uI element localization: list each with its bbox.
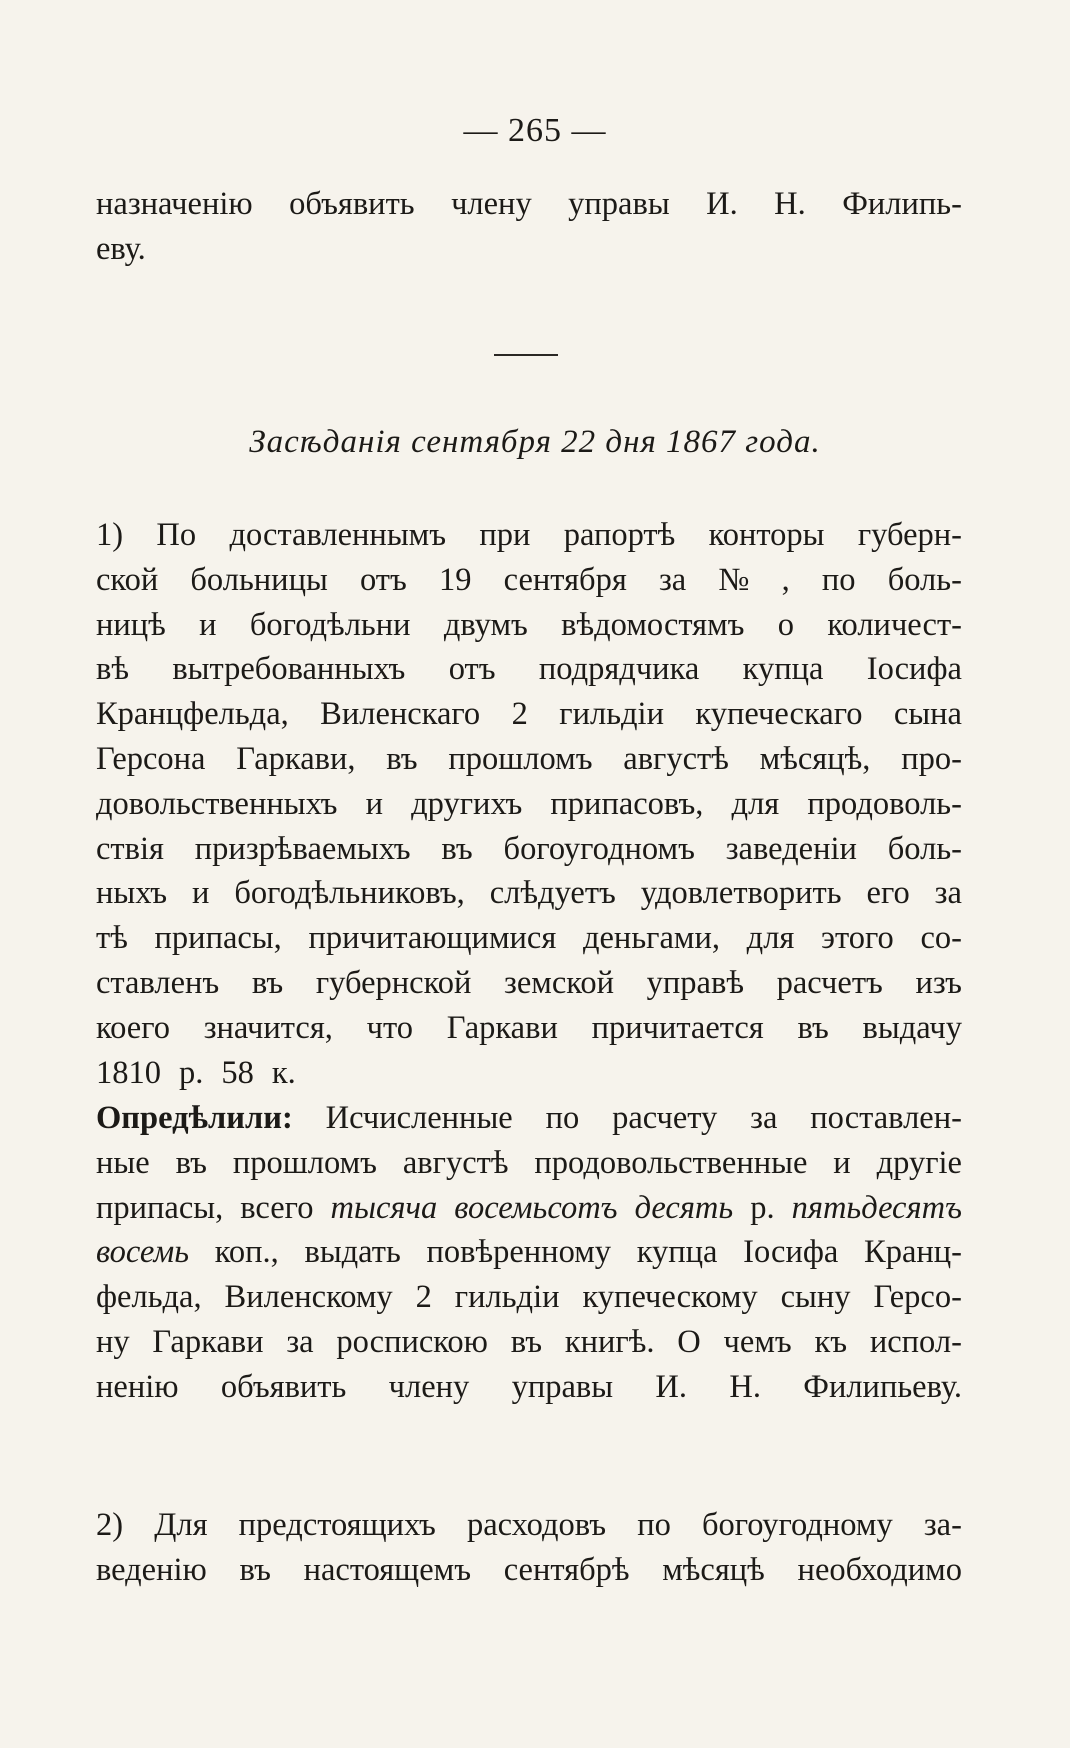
word: И. bbox=[655, 1368, 688, 1405]
word: припасы, bbox=[154, 920, 282, 957]
word: про- bbox=[901, 740, 962, 777]
word: довольственныхъ bbox=[96, 785, 338, 822]
word: ставленъ bbox=[96, 964, 220, 1001]
word: , bbox=[781, 561, 790, 598]
word: Гаркави bbox=[152, 1323, 264, 1360]
word: веденію bbox=[96, 1551, 207, 1588]
item2-line bbox=[96, 1548, 962, 1593]
word: больницы bbox=[190, 561, 328, 598]
word: боль- bbox=[887, 561, 962, 598]
word: земской bbox=[503, 964, 615, 1001]
word: при bbox=[479, 517, 531, 553]
item1-line bbox=[96, 1051, 962, 1096]
item1-line bbox=[96, 916, 962, 961]
word: р. bbox=[750, 1189, 775, 1226]
item1-line bbox=[96, 603, 962, 648]
word: мѣсяцѣ, bbox=[759, 740, 871, 777]
word: Для bbox=[154, 1507, 208, 1543]
word: Исчисленные bbox=[325, 1100, 513, 1136]
page-number: — 265 — bbox=[463, 112, 607, 149]
word: заведеніи bbox=[725, 830, 857, 867]
word: Виленскаго bbox=[320, 696, 481, 733]
word: сентябрѣ bbox=[503, 1551, 630, 1588]
word: роспискою bbox=[336, 1323, 488, 1360]
word: гильдіи bbox=[559, 696, 664, 733]
word: к. bbox=[271, 1054, 296, 1091]
word: поставлен- bbox=[810, 1100, 962, 1136]
word: ну bbox=[96, 1323, 130, 1360]
decision-line bbox=[96, 1141, 962, 1186]
word: фельда, bbox=[96, 1279, 202, 1316]
word: 58 bbox=[221, 1054, 254, 1091]
word: 1810 bbox=[96, 1054, 161, 1091]
decision-paragraph bbox=[96, 1096, 962, 1410]
word: назначенію bbox=[96, 186, 253, 222]
word: Герсо- bbox=[873, 1279, 962, 1316]
word: рапортѣ bbox=[563, 517, 676, 553]
word: Кранц- bbox=[864, 1234, 962, 1271]
word: И. bbox=[706, 186, 738, 222]
word: за bbox=[934, 875, 962, 912]
word: призрѣваемыхъ bbox=[194, 830, 411, 867]
word: Филипьеву. bbox=[803, 1368, 962, 1405]
item-1-paragraph bbox=[96, 513, 962, 1095]
item2-line bbox=[96, 1503, 962, 1548]
word: его bbox=[866, 875, 910, 912]
word: ные bbox=[96, 1144, 150, 1181]
word: сыну bbox=[780, 1279, 851, 1316]
word: вѣ bbox=[96, 651, 129, 688]
section-divider bbox=[494, 354, 558, 356]
word: ствія bbox=[96, 830, 164, 867]
word: выдать bbox=[304, 1234, 401, 1271]
word: настоящемъ bbox=[303, 1551, 471, 1588]
word: повѣренному bbox=[426, 1234, 612, 1271]
word: Іосифа bbox=[743, 1234, 839, 1271]
word: въ bbox=[797, 1009, 829, 1046]
word: Виленскому bbox=[224, 1279, 393, 1316]
decision-line bbox=[96, 1186, 962, 1231]
word: и bbox=[833, 1144, 851, 1181]
word: 2 bbox=[511, 696, 528, 733]
item1-line bbox=[96, 1006, 962, 1051]
word: Н. bbox=[774, 186, 806, 222]
word: припасовъ, bbox=[550, 785, 704, 822]
word: богодѣльни bbox=[249, 606, 411, 643]
word: ныхъ bbox=[96, 875, 168, 912]
word: по bbox=[545, 1100, 580, 1136]
word: необходимо bbox=[797, 1551, 962, 1588]
word: управы bbox=[568, 186, 670, 222]
word: за- bbox=[923, 1507, 962, 1543]
word: купеческому bbox=[582, 1279, 758, 1316]
word: по bbox=[637, 1507, 671, 1543]
word: боль- bbox=[887, 830, 962, 867]
word: другихъ bbox=[411, 785, 523, 822]
word: въ bbox=[175, 1144, 207, 1181]
session-heading: Засѣданія сентября 22 дня 1867 года. bbox=[249, 424, 821, 460]
intro-paragraph bbox=[96, 182, 962, 272]
word: слѣдуетъ bbox=[489, 875, 616, 912]
word: отъ bbox=[359, 561, 407, 598]
word: 2 bbox=[415, 1279, 432, 1316]
word: купеческаго bbox=[695, 696, 863, 733]
word: р. bbox=[179, 1054, 204, 1091]
word: Іосифа bbox=[866, 651, 962, 688]
word: вытребованныхъ bbox=[172, 651, 406, 688]
word: количест- bbox=[827, 606, 962, 643]
word: десять bbox=[634, 1189, 734, 1226]
word: отъ bbox=[448, 651, 496, 688]
word: губерн- bbox=[857, 517, 962, 553]
word: богоугодному bbox=[701, 1507, 893, 1543]
word: расходовъ bbox=[466, 1507, 607, 1543]
word: члену bbox=[451, 186, 532, 222]
word: расчетъ bbox=[776, 964, 883, 1001]
intro-line bbox=[96, 182, 962, 227]
word: предстоящихъ bbox=[238, 1507, 436, 1543]
word: купца bbox=[636, 1234, 718, 1271]
word: въ bbox=[510, 1323, 543, 1360]
word: богоугодномъ bbox=[503, 830, 695, 867]
item1-line bbox=[96, 782, 962, 827]
item1-line bbox=[96, 737, 962, 782]
word: восемьсотъ bbox=[454, 1189, 618, 1226]
decision-line bbox=[96, 1230, 962, 1275]
word: ницѣ bbox=[96, 606, 166, 643]
word: Гаркави, bbox=[236, 740, 356, 777]
word: коп., bbox=[214, 1234, 279, 1271]
word: богодѣльниковъ, bbox=[234, 875, 465, 912]
word: о bbox=[777, 606, 795, 643]
word: 19 bbox=[439, 561, 472, 598]
word: губернской bbox=[315, 964, 472, 1001]
word: за bbox=[658, 561, 687, 598]
intro-line bbox=[96, 227, 962, 272]
word: причитающимися bbox=[308, 920, 557, 957]
word: Н. bbox=[729, 1368, 761, 1405]
word: вѣдомостямъ bbox=[561, 606, 745, 643]
word: къ bbox=[814, 1323, 848, 1360]
word: что bbox=[366, 1009, 413, 1046]
item1-line bbox=[96, 961, 962, 1006]
word: этого bbox=[821, 920, 894, 957]
word: подрядчика bbox=[538, 651, 700, 688]
word: чемъ bbox=[723, 1323, 792, 1360]
word: продоволь- bbox=[807, 785, 962, 822]
item-2-paragraph bbox=[96, 1503, 962, 1593]
word: августѣ bbox=[402, 1144, 509, 1181]
word: купца bbox=[742, 651, 824, 688]
word: прошломъ bbox=[448, 740, 593, 777]
item1-line bbox=[96, 871, 962, 916]
word: выдачу bbox=[862, 1009, 962, 1046]
word: тысяча bbox=[330, 1189, 438, 1226]
item1-line bbox=[96, 558, 962, 603]
word: за bbox=[286, 1323, 314, 1360]
word: доставленнымъ bbox=[229, 517, 447, 553]
word: двумъ bbox=[443, 606, 528, 643]
word: пятьдесятъ bbox=[791, 1189, 962, 1226]
word: удовлетворить bbox=[640, 875, 842, 912]
word: управѣ bbox=[646, 964, 744, 1001]
word: тѣ bbox=[96, 920, 128, 957]
word: книгѣ. bbox=[564, 1323, 655, 1360]
word: коего bbox=[96, 1009, 170, 1046]
word: въ bbox=[251, 964, 284, 1001]
word: другіе bbox=[876, 1144, 962, 1181]
word: члену bbox=[388, 1368, 470, 1405]
word: сына bbox=[893, 696, 962, 733]
decision-line bbox=[96, 1096, 962, 1141]
word: продовольственные bbox=[534, 1144, 808, 1181]
word: и bbox=[365, 785, 383, 822]
word: въ bbox=[441, 830, 473, 867]
word: и bbox=[191, 875, 210, 912]
word: причитается bbox=[591, 1009, 764, 1046]
word: Кранцфельда, bbox=[96, 696, 289, 733]
word: конторы bbox=[708, 517, 825, 553]
word: мѣсяцѣ bbox=[662, 1551, 765, 1588]
word: значится, bbox=[203, 1009, 333, 1046]
word: въ bbox=[239, 1551, 271, 1588]
word: Филипь- bbox=[842, 186, 962, 222]
word: По bbox=[156, 517, 197, 553]
decision-line bbox=[96, 1275, 962, 1320]
word: изъ bbox=[915, 964, 962, 1001]
item1-line bbox=[96, 692, 962, 737]
item1-line bbox=[96, 827, 962, 872]
decision-line bbox=[96, 1365, 962, 1410]
word: Гаркави bbox=[446, 1009, 558, 1046]
word: № bbox=[718, 561, 750, 598]
word: объявить bbox=[289, 186, 415, 222]
word: и bbox=[199, 606, 217, 643]
word: со- bbox=[920, 920, 962, 957]
word: 1) bbox=[96, 517, 124, 553]
word: прошломъ bbox=[232, 1144, 377, 1181]
word: объявить bbox=[220, 1368, 347, 1405]
word: управы bbox=[511, 1368, 614, 1405]
word: для bbox=[731, 785, 780, 822]
word: сентября bbox=[503, 561, 627, 598]
word: Опредѣлили: bbox=[96, 1100, 293, 1136]
word: августѣ bbox=[623, 740, 729, 777]
word: деньгами, bbox=[582, 920, 720, 957]
word: расчету bbox=[612, 1100, 718, 1136]
word: по bbox=[821, 561, 856, 598]
word: гильдіи bbox=[454, 1279, 560, 1316]
word: за bbox=[750, 1100, 778, 1136]
word: ской bbox=[96, 561, 159, 598]
item1-line bbox=[96, 647, 962, 692]
item1-line bbox=[96, 513, 962, 558]
word: еву. bbox=[96, 230, 146, 267]
word: для bbox=[746, 920, 795, 957]
word: припасы, bbox=[96, 1189, 224, 1226]
word: восемь bbox=[96, 1234, 190, 1271]
word: испол- bbox=[869, 1323, 962, 1360]
word: Герсона bbox=[96, 740, 206, 777]
word: О bbox=[677, 1323, 701, 1360]
word: всего bbox=[240, 1189, 314, 1226]
word: въ bbox=[386, 740, 418, 777]
word: 2) bbox=[96, 1507, 124, 1543]
word: ненію bbox=[96, 1368, 179, 1405]
decision-line bbox=[96, 1320, 962, 1365]
